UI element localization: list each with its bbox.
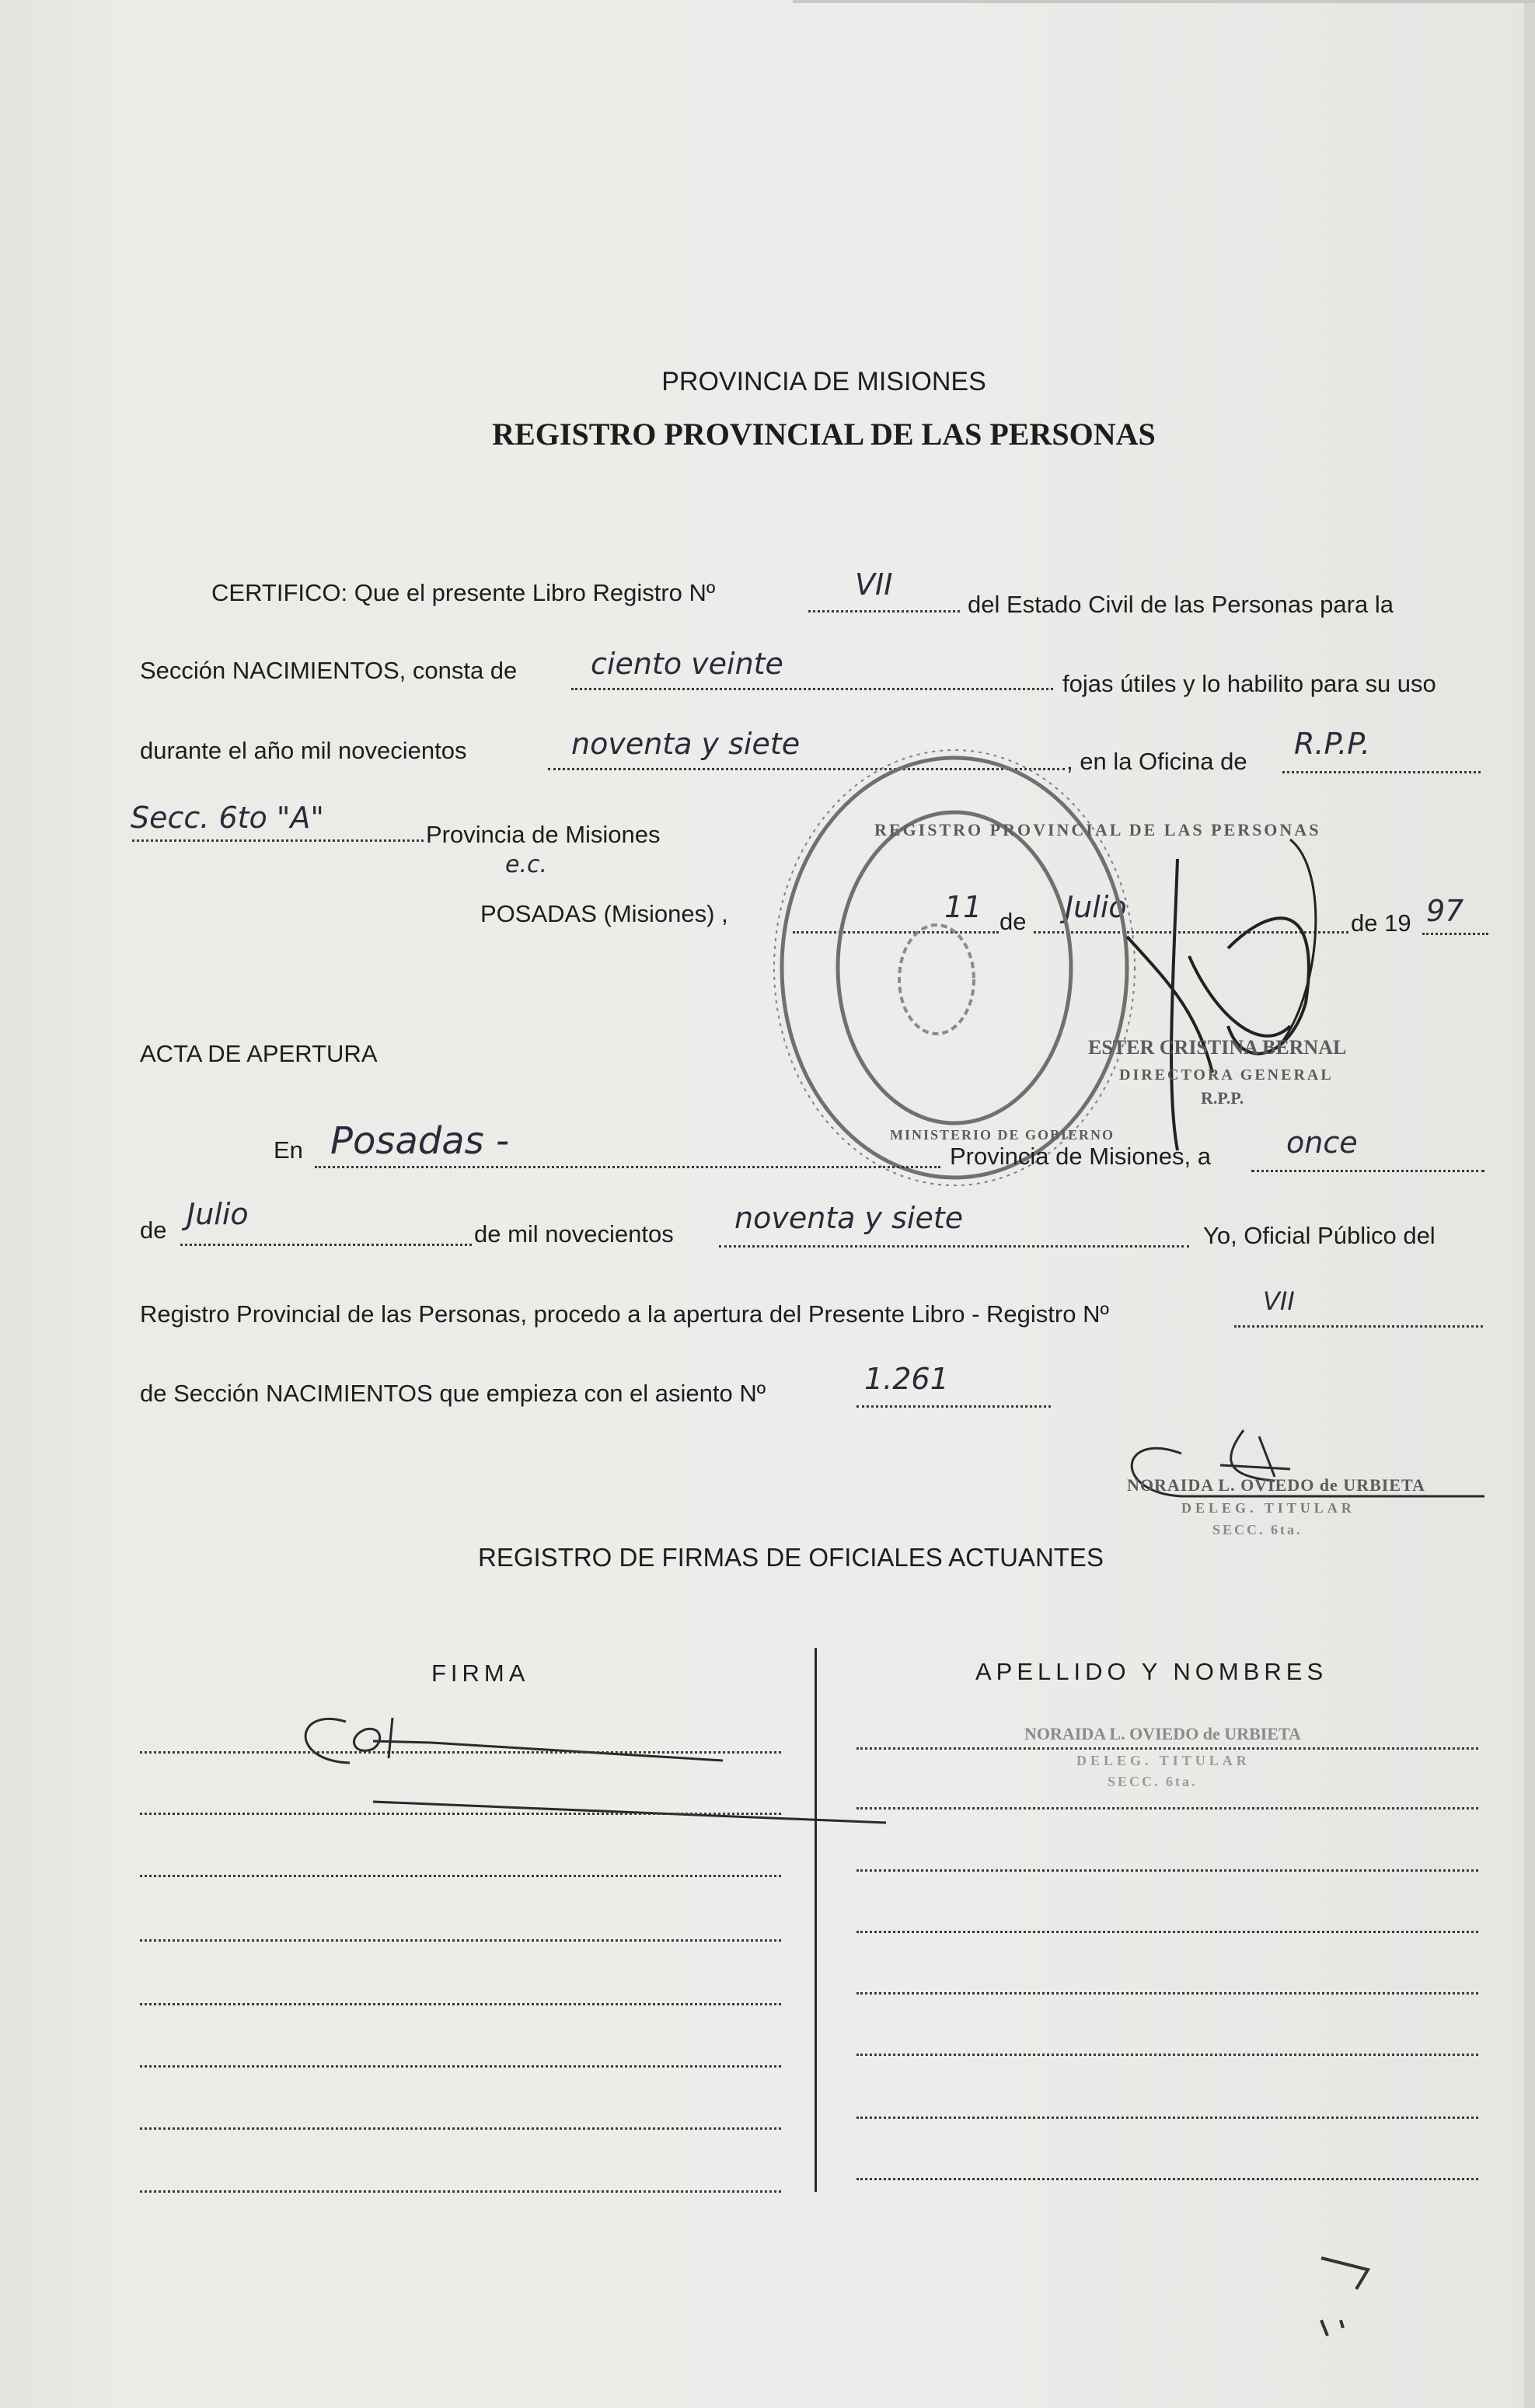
firma-line — [140, 1813, 781, 1815]
firma-line — [140, 2127, 781, 2130]
stamp-inner-text: MINISTERIO DE GOBIERNO — [890, 1127, 1115, 1143]
cert-line3-text: durante el año mil novecientos — [140, 737, 467, 764]
nombres-line — [856, 1747, 1478, 1750]
firma-line — [140, 1875, 781, 1877]
cert-line5-year-prefix: de 19 — [1351, 909, 1411, 937]
signatures-heading: REGISTRO DE FIRMAS DE OFICIALES ACTUANTES — [478, 1543, 1104, 1572]
stamp-org: R.P.P. — [1201, 1088, 1244, 1108]
cert-line3-handwriting2: R.P.P. — [1294, 727, 1371, 761]
acta-line2-text-c: Yo, Oficial Público del — [1203, 1222, 1436, 1249]
cert-line5-text: POSADAS (Misiones) , — [480, 900, 728, 927]
cert-line3-text-b: , en la Oficina de — [1066, 748, 1247, 775]
firma-line — [140, 1751, 781, 1754]
nombres-line — [856, 2178, 1478, 2180]
acta-line1-text: En — [274, 1136, 303, 1164]
acta-line2-text-b: de mil novecientos — [474, 1220, 674, 1248]
cert-line4-handwriting: Secc. 6to "A" — [131, 801, 324, 835]
row1-stamp-name: NORAIDA L. OVIEDO de URBIETA — [1024, 1724, 1301, 1743]
nombres-line — [856, 2117, 1478, 2119]
acta-line2-blank2 — [719, 1245, 1189, 1248]
acta-line1-handwriting: Posadas - — [330, 1119, 510, 1163]
cert-line1-text-b: del Estado Civil de las Personas para la — [968, 591, 1394, 618]
stamp-ring-text: REGISTRO PROVINCIAL DE LAS PERSONAS — [874, 820, 1321, 839]
cert-line1-handwriting: VII — [855, 567, 893, 602]
acta-line1-blank2 — [1251, 1170, 1484, 1172]
acta-line1-handwriting2: once — [1286, 1125, 1358, 1160]
nombres-line — [856, 1931, 1478, 1933]
cert-line5-hw-month: Julio — [1065, 890, 1127, 924]
acta-heading: ACTA DE APERTURA — [140, 1040, 378, 1067]
official-stamp-office: SECC. 6ta. — [1212, 1522, 1303, 1537]
column-apellido-nombres: APELLIDO Y NOMBRES — [975, 1658, 1328, 1685]
stamp-name: ESTER CRISTINA BERNAL — [1088, 1036, 1347, 1059]
row1-stamp-title: DELEG. TITULAR — [1076, 1753, 1251, 1768]
acta-line2-blank — [180, 1244, 472, 1246]
acta-line2-handwriting2: noventa y siete — [734, 1201, 964, 1235]
stamp-title: DIRECTORA GENERAL — [1119, 1066, 1334, 1084]
firma-line — [140, 1939, 781, 1942]
firma-line — [140, 2190, 781, 2193]
acta-line2-handwriting: Julio — [187, 1197, 249, 1231]
header-registry: REGISTRO PROVINCIAL DE LAS PERSONAS — [492, 417, 1156, 452]
cert-line3-handwriting: noventa y siete — [571, 727, 801, 761]
nombres-line — [856, 2054, 1478, 2056]
official-stamp-name: NORAIDA L. OVIEDO de URBIETA — [1127, 1475, 1425, 1495]
column-firma: FIRMA — [431, 1659, 530, 1687]
row1-stamp-office: SECC. 6ta. — [1108, 1774, 1198, 1789]
cert-line2-text-b: fojas útiles y lo habilito para su uso — [1062, 670, 1436, 697]
cert-line5-hw-day: 11 — [944, 890, 982, 924]
cert-line5-hw-year: 97 — [1426, 894, 1464, 928]
cert-line5-de: de — [999, 908, 1027, 935]
acta-line4-blank — [856, 1405, 1051, 1408]
acta-line3-blank — [1234, 1325, 1483, 1328]
nombres-line — [856, 1992, 1478, 1994]
acta-line1-blank — [315, 1166, 940, 1168]
firma-line — [140, 2003, 781, 2005]
acta-line2-text: de — [140, 1216, 167, 1244]
acta-line4-handwriting: 1.261 — [864, 1362, 949, 1396]
nombres-line — [856, 1807, 1478, 1809]
acta-line4-text: de Sección NACIMIENTOS que empieza con el asiento Nº — [140, 1380, 766, 1407]
acta-line1-text-b: Provincia de Misiones, a — [950, 1143, 1211, 1170]
cert-line4-text: Provincia de Misiones — [426, 821, 661, 848]
cert-line4-handwriting2: e.c. — [505, 851, 548, 878]
acta-line3-text: Registro Provincial de las Personas, procedo a la apertura del Presente Libro - Registro Nº — [140, 1300, 1109, 1328]
cert-line2-text: Sección NACIMIENTOS, consta de — [140, 657, 518, 684]
official-stamp-title: DELEG. TITULAR — [1181, 1500, 1355, 1516]
header-province: PROVINCIA DE MISIONES — [661, 367, 986, 396]
acta-line3-handwriting: VII — [1263, 1286, 1295, 1316]
firma-line — [140, 2065, 781, 2068]
cert-line2-handwriting: ciento veinte — [591, 647, 783, 681]
nombres-line — [856, 1869, 1478, 1872]
column-divider — [815, 1648, 817, 2192]
cert-line1-text: CERTIFICO: Que el presente Libro Registro Nº — [211, 579, 716, 606]
